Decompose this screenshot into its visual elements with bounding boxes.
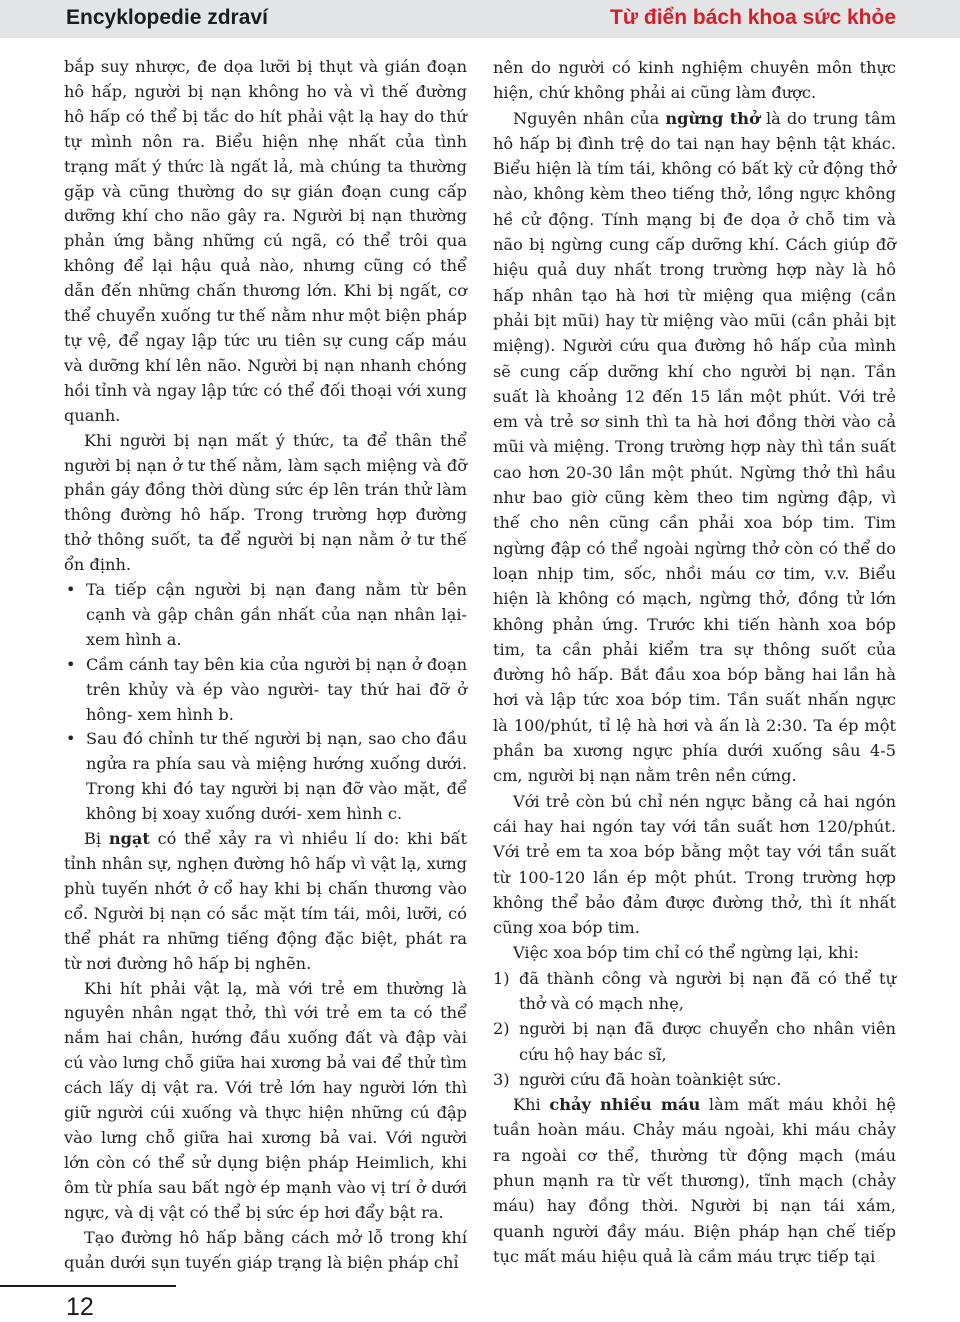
paragraph: Với trẻ còn bú chỉ nén ngực bằng cả hai ngón cái hay hai ngón tay với tần suất hơn 120/phút. Với trẻ em ta xoa bóp bằng một tay với tần suất từ 100-120 lần ép một phút. Trong trường hợp không thể bảo đảm được đường thở, thì ít nhất cũng xoa bóp tim. [493, 791, 896, 938]
item-number: 2) [493, 1019, 510, 1039]
paragraph [493, 1092, 896, 1269]
paragraph: Tạo đường hô hấp bằng cách mở lỗ trong khí quản dưới sụn tuyến giáp trạng là biện pháp chỉ [64, 1227, 467, 1272]
page-number: 12 [66, 1293, 94, 1321]
numbered-item [493, 1016, 896, 1067]
paragraph: Khi người bị nạn mất ý thức, ta để thân thể người bị nạn ở tư thế nằm, làm sạch miệng và đỡ phần gáy đồng thời dùng sức ép lên trán thử làm thông đường hô hấp. Trong trường hợp đường thở thông suốt, ta để người bị nạn nằm ở tư thế ổn định. [64, 430, 467, 575]
paragraph [64, 827, 467, 976]
book-title-czech: Encyklopedie zdraví [66, 6, 268, 29]
bullet-list [64, 578, 467, 827]
bullet-item: • Cầm cánh tay bên kia của người bị nạn ở đoạn trên khủy và ép vào người- tay thứ hai đỡ ở hông- xem hình b. [64, 653, 467, 728]
bullet-item: • Ta tiếp cận người bị nạn đang nằm từ bên cạnh và gập chân gần nhất của nạn nhân lại- xem hình a. [64, 578, 467, 653]
numbered-item [493, 1067, 896, 1092]
numbered-list [493, 966, 896, 1092]
text-run: có thể xảy ra vì nhiều lí do: khi bất tỉnh nhân sự, nghẹn đường hô hấp vì vật lạ, xưng phù tuyến nhớt ở cổ hay khi bị chấn thương vào cổ. Người bị nạn có sắc mặt tím tái, môi, lưỡi, có thể phát ra những tiếng động đặc biệt, phát ra từ nơi đường hô hấp bị nghẽn. [64, 829, 468, 973]
page-header [0, 0, 960, 38]
item-text: người bị nạn đã được chuyển cho nhân viên cứu hộ hay bác sĩ, [519, 1019, 896, 1064]
bold-term: ngạt [108, 829, 150, 849]
right-text-column [493, 55, 896, 1269]
paragraph: nên do người có kinh nghiệm chuyên môn thực hiện, chứ không phải ai cũng làm được. [493, 58, 896, 103]
bullet-item: • Sau đó chỉnh tư thế người bị nạn, sao cho đầu ngửa ra phía sau và miệng hướng xuống dưới. Trong khi đó tay người bị nạn đỡ vào mặt, để không bị xoay xuống dưới- xem hình c. [64, 727, 467, 827]
paragraph [493, 106, 896, 789]
item-number: 3) [493, 1069, 510, 1089]
text-run: Khi [513, 1095, 550, 1115]
item-text: đã thành công và người bị nạn đã có thể tự thở và có mạch nhẹ, [519, 968, 896, 1013]
book-title-vietnamese: Từ điển bách khoa sức khỏe [610, 6, 896, 29]
paragraph: Việc xoa bóp tim chỉ có thể ngừng lại, khi: [513, 943, 859, 963]
left-text-column [64, 55, 467, 1275]
footer-rule [0, 1285, 176, 1287]
text-run: là do trung tâm hô hấp bị đình trệ do tai nạn hay bệnh tật khác. Biểu hiện là tím tái, không có bất kỳ cử động thở nào, không kèm theo tiếng thở, lồng ngực không hề cử động. Tính mạng bị đe dọa ở chỗ tim và não bị ngừng cung cấp dưỡng khí. Cách giúp đỡ hiệu quả duy nhất trong trường hợp này là hô hấp nhân tạo hà hơi từ miệng qua miệng (cần phải bịt mũi) hay từ miệng vào mũi (cần phải bịt miệng). Người cứu qua đường hô hấp của mình sẽ cung cấp dưỡng khí cho người bị nạn. Tần suất là khoảng 12 đến 15 lần một phút. Với trẻ em và trẻ sơ sinh thì ta hà hơi đồng thời vào cả mũi và miệng. Trong trường hợp này thì tần suất cao hơn 20-30 lần một phút. Ngừng thở thì hầu như bao giờ cũng kèm theo tim ngừng đập, vì thế cho nên cũng cần phải xoa bóp tim. Tim ngừng đập có thể ngoài ngừng thở còn có thể do loạn nhịp tim, sốc, nhồi máu cơ tim, v.v. Biểu hiện là không có mạch, ngừng thở, đồng tử lớn không phản ứng. Trước khi tiến hành xoa bóp tim, ta cần phải kiểm tra sự thông suốt của đường hô hấp. Bắt đầu xoa bóp bằng hai lần hà hơi và lập tức xoa bóp tim. Tần suất nhấn ngực là 100/phút, tỉ lệ hà hơi và ấn là 2:30. Ta ép một phần ba xương ngực phía dưới xuống sâu 4-5 cm, người bị nạn nằm trên nền cứng. [493, 108, 897, 786]
text-run: làm mất máu khỏi hệ tuần hoàn máu. Chảy máu ngoài, khi máu chảy ra ngoài cơ thể, thường từ động mạch (máu phun mạnh ra từ vết thương), tĩnh mạch (chảy máu) hay đồng thời. Người bị nạn tái xám, quanh người đầy máu. Biện pháp hạn chế tiếp tục mất máu hiệu quả là cầm máu trực tiếp tại [493, 1095, 896, 1266]
text-run: Bị [84, 829, 109, 849]
item-number: 1) [493, 968, 510, 988]
text-run: Nguyên nhân của [513, 108, 666, 128]
bold-term: ngừng thở [665, 108, 760, 128]
paragraph: Khi hít phải vật lạ, mà với trẻ em thường là nguyên nhân ngạt thở, thì với trẻ em ta có thể nắm hai chân, hướng đầu xuống đất và đập vài cú vào lưng chỗ giữa hai xương bả vai để thử tìm cách lấy dị vật ra. Với trẻ lớn hay người lớn thì giữ người cúi xuống và thực hiện những cú đập vào lưng chỗ giữa hai xương bả vai. Với người lớn còn có thể sử dụng biện pháp Heimlich, khi ôm từ phía sau bất ngờ ép mạnh vào vị trí ở dưới ngực, và dị vật có thể bị sức ép hơi đẩy bật ra. [64, 978, 467, 1222]
paragraph: bắp suy nhược, đe dọa lưỡi bị thụt và gián đoạn hô hấp, người bị nạn không ho và vì thế đường hô hấp có thể bị tắc do hít phải vật lạ hay do thứ tự mình nôn ra. Biểu hiện nhẹ nhất của tình trạng mất ý thức là ngất lả, mà chúng ta thường gặp và cũng thường do sự gián đoạn cung cấp dưỡng khí cho não gây ra. Người bị nạn thường phản ứng bằng những cú ngã, có thể trôi qua không để lại hậu quả nào, nhưng cũng có thể dẫn đến những chấn thương lớn. Khi bị ngất, cơ thể chuyển xuống tư thế nằm như một biện pháp tự vệ, để ngay lập tức ưu tiên sự cung cấp máu và dưỡng khí lên não. Người bị nạn nhanh chóng hồi tỉnh và ngay lập tức có thể đối thoại với xung quanh. [64, 57, 467, 425]
item-text: người cứu đã hoàn toànkiệt sức. [519, 1069, 782, 1089]
numbered-item [493, 966, 896, 1017]
bold-term: chảy nhiều máu [549, 1095, 701, 1115]
